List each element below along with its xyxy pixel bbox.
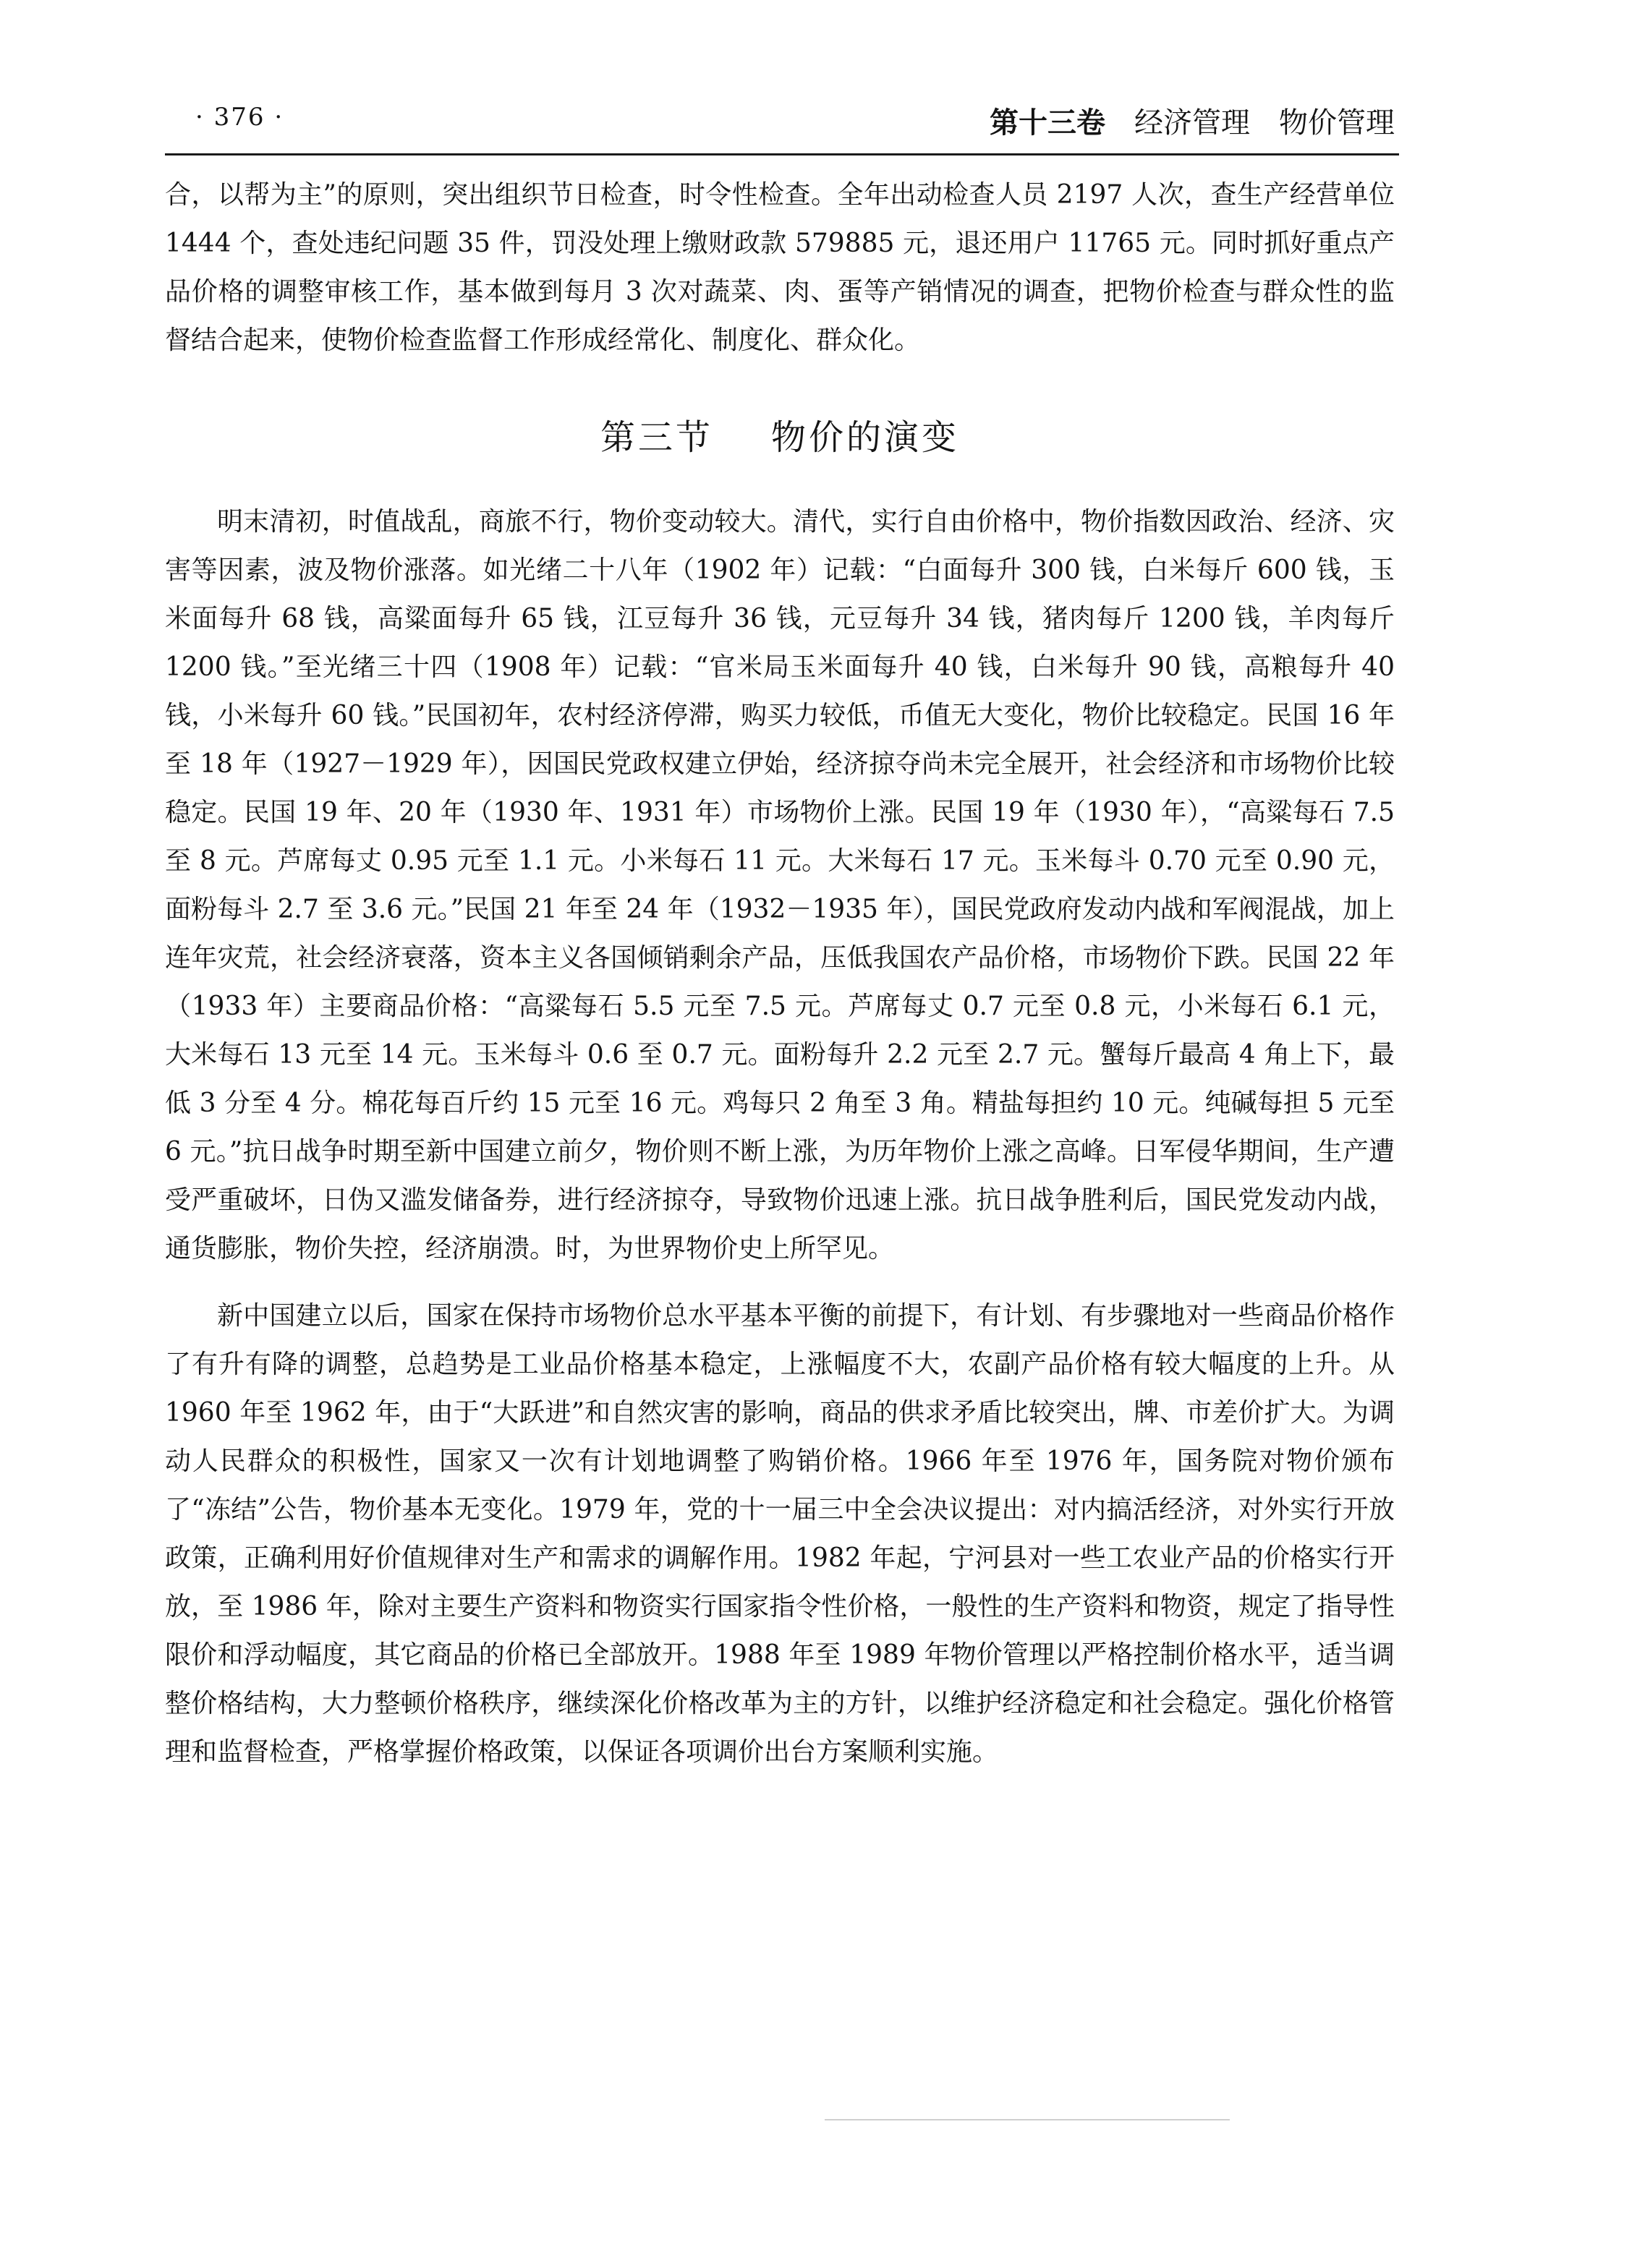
section-heading — [165, 409, 1395, 459]
volume-label: 第十三卷 — [990, 106, 1105, 140]
category-label: 经济管理 — [1134, 106, 1250, 140]
paragraph-modern: 新中国建立以后，国家在保持市场物价总水平基本平衡的前提下，有计划、有步骤地对一些商品价格作了有升有降的调整，总趋势是工业品价格基本稳定，上涨幅度不大，农副产品价格有较大幅度的上升。从 1960 年至 1962 年，由于“大跃进”和自然灾害的影响，商品的供求矛盾比较突出，牌、市差价扩大。为调动人民群众的积极性，国家又一次有计划地调整了购销价格。1966 年至 1976 年，国务院对物价颁布了“冻结”公告，物价基本无变化。1979 年，党的十一届三中全会决议提出：对内搞活经济，对外实行开放政策，正确利用好价值规律对生产和需求的调解作用。1982 年起，宁河县对一些工农业产品的价格实行开放，至 1986 年，除对主要生产资料和物资实行国家指令性价格，一般性的生产资料和物资，规定了指导性限价和浮动幅度，其它商品的价格已全部放开。1988 年至 1989 年物价管理以严格控制价格水平，适当调整价格结构，大力整顿价格秩序，继续深化价格改革为主的方针，以维护经济稳定和社会稳定。强化价格管理和监督检查，严格掌握价格政策，以保证各项调价出台方案顺利实施。 — [165, 1301, 1395, 1767]
section-number: 第三节 — [600, 417, 713, 458]
header-rule — [165, 153, 1399, 155]
continued-paragraph: 合，以帮为主”的原则，突出组织节日检查，时令性检查。全年出动检查人员 2197 人次，查生产经营单位 1444 个，查处违纪问题 35 件，罚没处理上缴财政款 579885 元，退还用户 11765 元。同时抓好重点产品价格的调整审核工作，基本做到每月 3 次对蔬菜、肉、蛋等产销情况的调查，把物价检查与群众性的监督结合起来，使物价检查监督工作形成经常化、制度化、群众化。 — [165, 180, 1395, 355]
running-header — [165, 100, 1395, 143]
paragraph-history: 明末清初，时值战乱，商旅不行，物价变动较大。清代，实行自由价格中，物价指数因政治、经济、灾害等因素，波及物价涨落。如光绪二十八年（1902 年）记载：“白面每升 300 钱，白米每斤 600 钱，玉米面每升 68 钱，高粱面每升 65 钱，江豆每升 36 钱，元豆每升 34 钱，猪肉每斤 1200 钱，羊肉每斤 1200 钱。”至光绪三十四（1908 年）记载：“官米局玉米面每升 40 钱，白米每升 90 钱，高粮每升 40 钱，小米每升 60 钱。”民国初年，农村经济停滞，购买力较低，币值无大变化，物价比较稳定。民国 16 年至 18 年（1927－1929 年），因国民党政权建立伊始，经济掠夺尚未完全展开，社会经济和市场物价比较稳定。民国 19 年、20 年（1930 年、1931 年）市场物价上涨。民国 19 年（1930 年），“高粱每石 7.5 至 8 元。芦席每丈 0.95 元至 1.1 元。小米每石 11 元。大米每石 17 元。玉米每斗 0.70 元至 0.90 元，面粉每斗 2.7 至 3.6 元。”民国 21 年至 24 年（1932－1935 年），国民党政府发动内战和军阀混战，加上连年灾荒，社会经济衰落，资本主义各国倾销剩余产品，压低我国农产品价格，市场物价下跌。民国 22 年（1933 年）主要商品价格：“高粱每石 5.5 元至 7.5 元。芦席每丈 0.7 元至 0.8 元，小米每石 6.1 元，大米每石 13 元至 14 元。玉米每斗 0.6 至 0.7 元。面粉每升 2.2 元至 2.7 元。蟹每斤最高 4 角上下，最低 3 分至 4 分。棉花每百斤约 15 元至 16 元。鸡每只 2 角至 3 角。精盐每担约 10 元。纯碱每担 5 元至 6 元。”抗日战争时期至新中国建立前夕，物价则不断上涨，为历年物价上涨之高峰。日军侵华期间，生产遭受严重破坏，日伪又滥发储备券，进行经济掠夺，导致物价迅速上涨。抗日战争胜利后，国民党发动内战，通货膨胀，物价失控，经济崩溃。时，为世界物价史上所罕见。 — [165, 507, 1395, 1263]
running-title — [990, 100, 1395, 141]
subcategory-label: 物价管理 — [1279, 106, 1395, 140]
section-title: 物价的演变 — [771, 417, 960, 458]
page-number: · 376 · — [195, 103, 284, 132]
scan-artifact — [825, 2119, 1230, 2120]
